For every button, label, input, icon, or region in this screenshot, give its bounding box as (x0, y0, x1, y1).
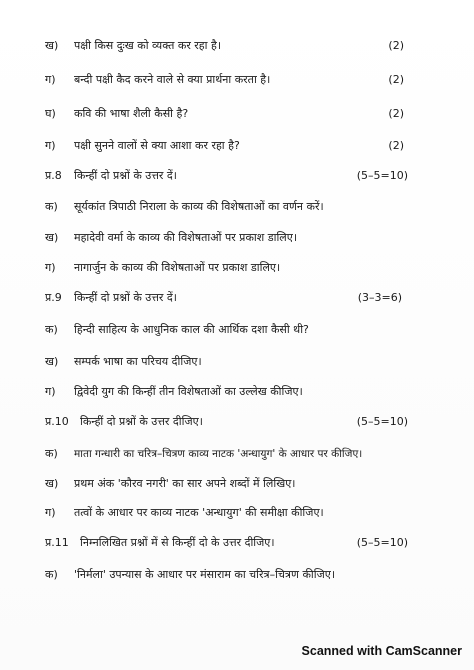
question-text: निम्नलिखित प्रश्नों में से किन्हीं दो के उत्तर दीजिए। (80, 536, 275, 549)
marks: (2) (388, 139, 404, 152)
question-label: ग) (45, 506, 56, 519)
question-text: महादेवी वर्मा के काव्य की विशेषताओं पर प्रकाश डालिए। (74, 231, 298, 244)
marks: (2) (388, 107, 404, 120)
question-label: ख) (45, 355, 59, 368)
question-line (0, 197, 474, 217)
question-label: क) (45, 447, 58, 460)
question-text: किन्हीं दो प्रश्नों के उत्तर दें। (74, 169, 177, 182)
question-text: पक्षी किस दुःख को व्यक्त कर रहा है। (74, 39, 222, 52)
question-label: ग) (45, 385, 56, 398)
question-text: नागार्जुन के काव्य की विशेषताओं पर प्रकाश डालिए। (74, 261, 281, 274)
question-label: ग) (45, 261, 56, 274)
question-heading (0, 166, 474, 186)
question-line (0, 104, 474, 124)
question-line (0, 565, 474, 585)
marks: (2) (388, 39, 404, 52)
question-text: तत्वों के आधार पर काव्य नाटक 'अन्धायुग' की समीक्षा कीजिए। (74, 506, 324, 519)
question-text: द्विवेदी युग की किन्हीं तीन विशेषताओं का उल्लेख कीजिए। (74, 385, 303, 398)
marks: (3–3=6) (357, 291, 402, 304)
question-number: प्र.9 (45, 291, 62, 304)
question-text: कवि की भाषा शैली कैसी है? (74, 107, 189, 120)
question-label: ख) (45, 477, 59, 490)
marks: (5–5=10) (356, 415, 408, 428)
question-label: क) (45, 200, 58, 213)
question-text: बन्दी पक्षी कैद करने वाले से क्या प्रार्थना करता है। (74, 73, 271, 86)
question-label: ग) (45, 73, 56, 86)
question-line (0, 352, 474, 372)
question-text: सम्पर्क भाषा का परिचय दीजिए। (74, 355, 202, 368)
question-line (0, 320, 474, 340)
question-heading (0, 288, 474, 308)
question-heading (0, 533, 474, 553)
marks: (5–5=10) (356, 536, 408, 549)
scanner-watermark: Scanned with CamScanner (301, 644, 462, 658)
question-label: घ) (45, 107, 56, 120)
question-heading (0, 412, 474, 432)
question-text: हिन्दी साहित्य के आधुनिक काल की आर्थिक दशा कैसी थी? (74, 323, 309, 336)
question-line (0, 36, 474, 56)
question-line (0, 444, 474, 464)
question-label: क) (45, 568, 58, 581)
question-label: ख) (45, 231, 59, 244)
question-text: सूर्यकांत त्रिपाठी निराला के काव्य की विशेषताओं का वर्णन करें। (74, 200, 324, 213)
question-number: प्र.10 (45, 415, 69, 428)
marks: (5–5=10) (356, 169, 408, 182)
question-line (0, 382, 474, 402)
question-text: 'निर्मला' उपन्यास के आधार पर मंसाराम का चरित्र–चित्रण कीजिए। (74, 568, 336, 581)
question-label: क) (45, 323, 58, 336)
question-line (0, 258, 474, 278)
question-line (0, 228, 474, 248)
question-number: प्र.8 (45, 169, 62, 182)
question-number: प्र.11 (45, 536, 69, 549)
question-text: पक्षी सुनने वालों से क्या आशा कर रहा है? (74, 139, 240, 152)
question-text: प्रथम अंक 'कौरव नगरी' का सार अपने शब्दों में लिखिए। (74, 477, 296, 490)
question-text: किन्हीं दो प्रश्नों के उत्तर दें। (74, 291, 177, 304)
marks: (2) (388, 73, 404, 86)
question-text: किन्हीं दो प्रश्नों के उत्तर दीजिए। (80, 415, 203, 428)
question-text: माता गन्धारी का चरित्र–चित्रण काव्य नाटक 'अन्धायुग' के आधार पर कीजिए। (74, 448, 363, 460)
question-line (0, 503, 474, 523)
question-line (0, 136, 474, 156)
question-label: ख) (45, 39, 59, 52)
question-line (0, 474, 474, 494)
question-line (0, 70, 474, 90)
question-label: ग) (45, 139, 56, 152)
